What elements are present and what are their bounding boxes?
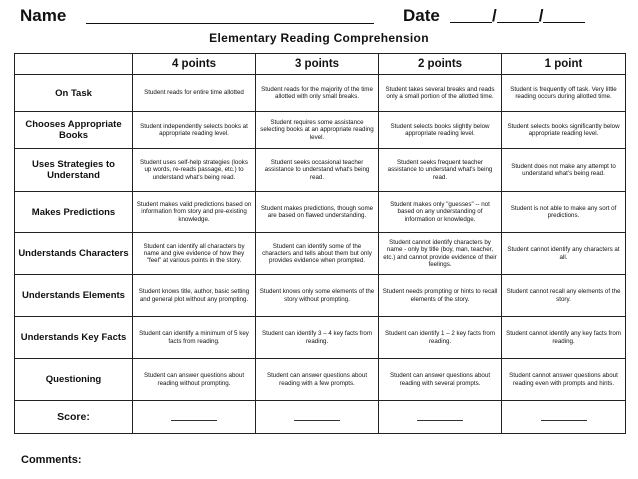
score-cell-1-point[interactable] bbox=[502, 401, 626, 434]
rubric-cell: Student requires some assistance selecting books at an appropriate reading level. bbox=[256, 112, 379, 149]
column-header-3-points: 3 points bbox=[256, 54, 379, 75]
rubric-cell: Student seeks occasional teacher assistance to understand what's being read. bbox=[256, 149, 379, 192]
column-header-2-points: 2 points bbox=[379, 54, 502, 75]
rubric-cell: Student does not make any attempt to understand what's being read. bbox=[502, 149, 626, 192]
date-field[interactable] bbox=[450, 6, 585, 26]
name-label: Name bbox=[20, 6, 67, 25]
rubric-cell: Student selects books significantly below appropriate reading level. bbox=[502, 112, 626, 149]
criterion-label: Makes Predictions bbox=[15, 192, 133, 233]
name-field[interactable] bbox=[86, 23, 374, 24]
date-separator: / bbox=[492, 6, 497, 25]
score-blank[interactable] bbox=[541, 412, 587, 421]
rubric-cell: Student independently selects books at appropriate reading level. bbox=[133, 112, 256, 149]
rubric-cell: Student can answer questions about reading without prompting. bbox=[133, 359, 256, 401]
rubric-cell: Student can answer questions about reading with several prompts. bbox=[379, 359, 502, 401]
table-row bbox=[15, 317, 626, 359]
rubric-cell: Student is frequently off task. Very little reading occurs during allotted time. bbox=[502, 75, 626, 112]
page-title: Elementary Reading Comprehension bbox=[209, 31, 429, 45]
criterion-label: On Task bbox=[15, 75, 133, 112]
rubric-cell: Student cannot identify any characters at all. bbox=[502, 233, 626, 275]
criterion-label: Chooses Appropriate Books bbox=[15, 112, 133, 149]
table-row bbox=[15, 149, 626, 192]
rubric-cell: Student can answer questions about reading with a few prompts. bbox=[256, 359, 379, 401]
rubric-cell: Student can identify some of the characters and tells about them but only provides evidence when prompted. bbox=[256, 233, 379, 275]
criterion-label: Understands Elements bbox=[15, 275, 133, 317]
criterion-label: Questioning bbox=[15, 359, 133, 401]
score-label: Score: bbox=[15, 401, 133, 434]
score-cell-2-points[interactable] bbox=[379, 401, 502, 434]
rubric-cell: Student cannot identify characters by name - only by title (boy, man, teacher, etc.) and cannot provide evidence of their feelings. bbox=[379, 233, 502, 275]
rubric-cell: Student makes predictions, though some are based on flawed understanding. bbox=[256, 192, 379, 233]
table-row bbox=[15, 75, 626, 112]
table-row bbox=[15, 359, 626, 401]
header bbox=[20, 6, 620, 26]
comments-label: Comments: bbox=[21, 454, 82, 466]
rubric-cell: Student makes valid predictions based on information from story and pre-existing knowledge. bbox=[133, 192, 256, 233]
column-header-1-point: 1 point bbox=[502, 54, 626, 75]
rubric-cell: Student can identify all characters by name and give evidence of how they "feel" at various points in the story. bbox=[133, 233, 256, 275]
date-day-blank[interactable] bbox=[497, 6, 539, 23]
date-month-blank[interactable] bbox=[450, 6, 492, 23]
rubric-cell: Student knows only some elements of the story without prompting. bbox=[256, 275, 379, 317]
rubric-cell: Student can identify 1 – 2 key facts from reading. bbox=[379, 317, 502, 359]
rubric-cell: Student cannot answer questions about reading even with prompts and hints. bbox=[502, 359, 626, 401]
criterion-label: Understands Characters bbox=[15, 233, 133, 275]
rubric-cell: Student knows title, author, basic setting and general plot without any prompting. bbox=[133, 275, 256, 317]
table-row bbox=[15, 192, 626, 233]
rubric-cell: Student makes only "guesses" -- not based on any understanding of information or knowledge. bbox=[379, 192, 502, 233]
table-row bbox=[15, 275, 626, 317]
criterion-label: Uses Strategies to Understand bbox=[15, 149, 133, 192]
date-separator: / bbox=[538, 6, 544, 25]
date-label: Date bbox=[403, 6, 440, 25]
rubric-cell: Student seeks frequent teacher assistance to understand what's being read. bbox=[379, 149, 502, 192]
score-cell-3-points[interactable] bbox=[256, 401, 379, 434]
rubric-table bbox=[14, 53, 626, 434]
score-blank[interactable] bbox=[417, 412, 463, 421]
rubric-cell: Student uses self-help strategies (looks up words, re-reads passage, etc.) to understand what's being read. bbox=[133, 149, 256, 192]
score-blank[interactable] bbox=[171, 412, 217, 421]
rubric-cell: Student reads for entire time allotted bbox=[133, 75, 256, 112]
column-header-blank bbox=[15, 54, 133, 75]
criterion-label: Understands Key Facts bbox=[15, 317, 133, 359]
rubric-cell: Student takes several breaks and reads only a small portion of the allotted time. bbox=[379, 75, 502, 112]
rubric-cell: Student selects books slightly below appropriate reading level. bbox=[379, 112, 502, 149]
table-row bbox=[15, 112, 626, 149]
column-header-4-points: 4 points bbox=[133, 54, 256, 75]
rubric-cell: Student needs prompting or hints to recall elements of the story. bbox=[379, 275, 502, 317]
header-row bbox=[15, 54, 626, 75]
score-blank[interactable] bbox=[294, 412, 340, 421]
rubric-cell: Student can identify a minimum of 5 key facts from reading. bbox=[133, 317, 256, 359]
rubric-cell: Student reads for the majority of the time allotted with only small breaks. bbox=[256, 75, 379, 112]
rubric-cell: Student cannot recall any elements of the story. bbox=[502, 275, 626, 317]
table-row bbox=[15, 233, 626, 275]
date-year-blank[interactable] bbox=[543, 6, 585, 23]
rubric-cell: Student can identify 3 – 4 key facts from reading. bbox=[256, 317, 379, 359]
score-cell-4-points[interactable] bbox=[133, 401, 256, 434]
score-row bbox=[15, 401, 626, 434]
rubric-cell: Student is not able to make any sort of predictions. bbox=[502, 192, 626, 233]
rubric-cell: Student cannot identify any key facts from reading. bbox=[502, 317, 626, 359]
